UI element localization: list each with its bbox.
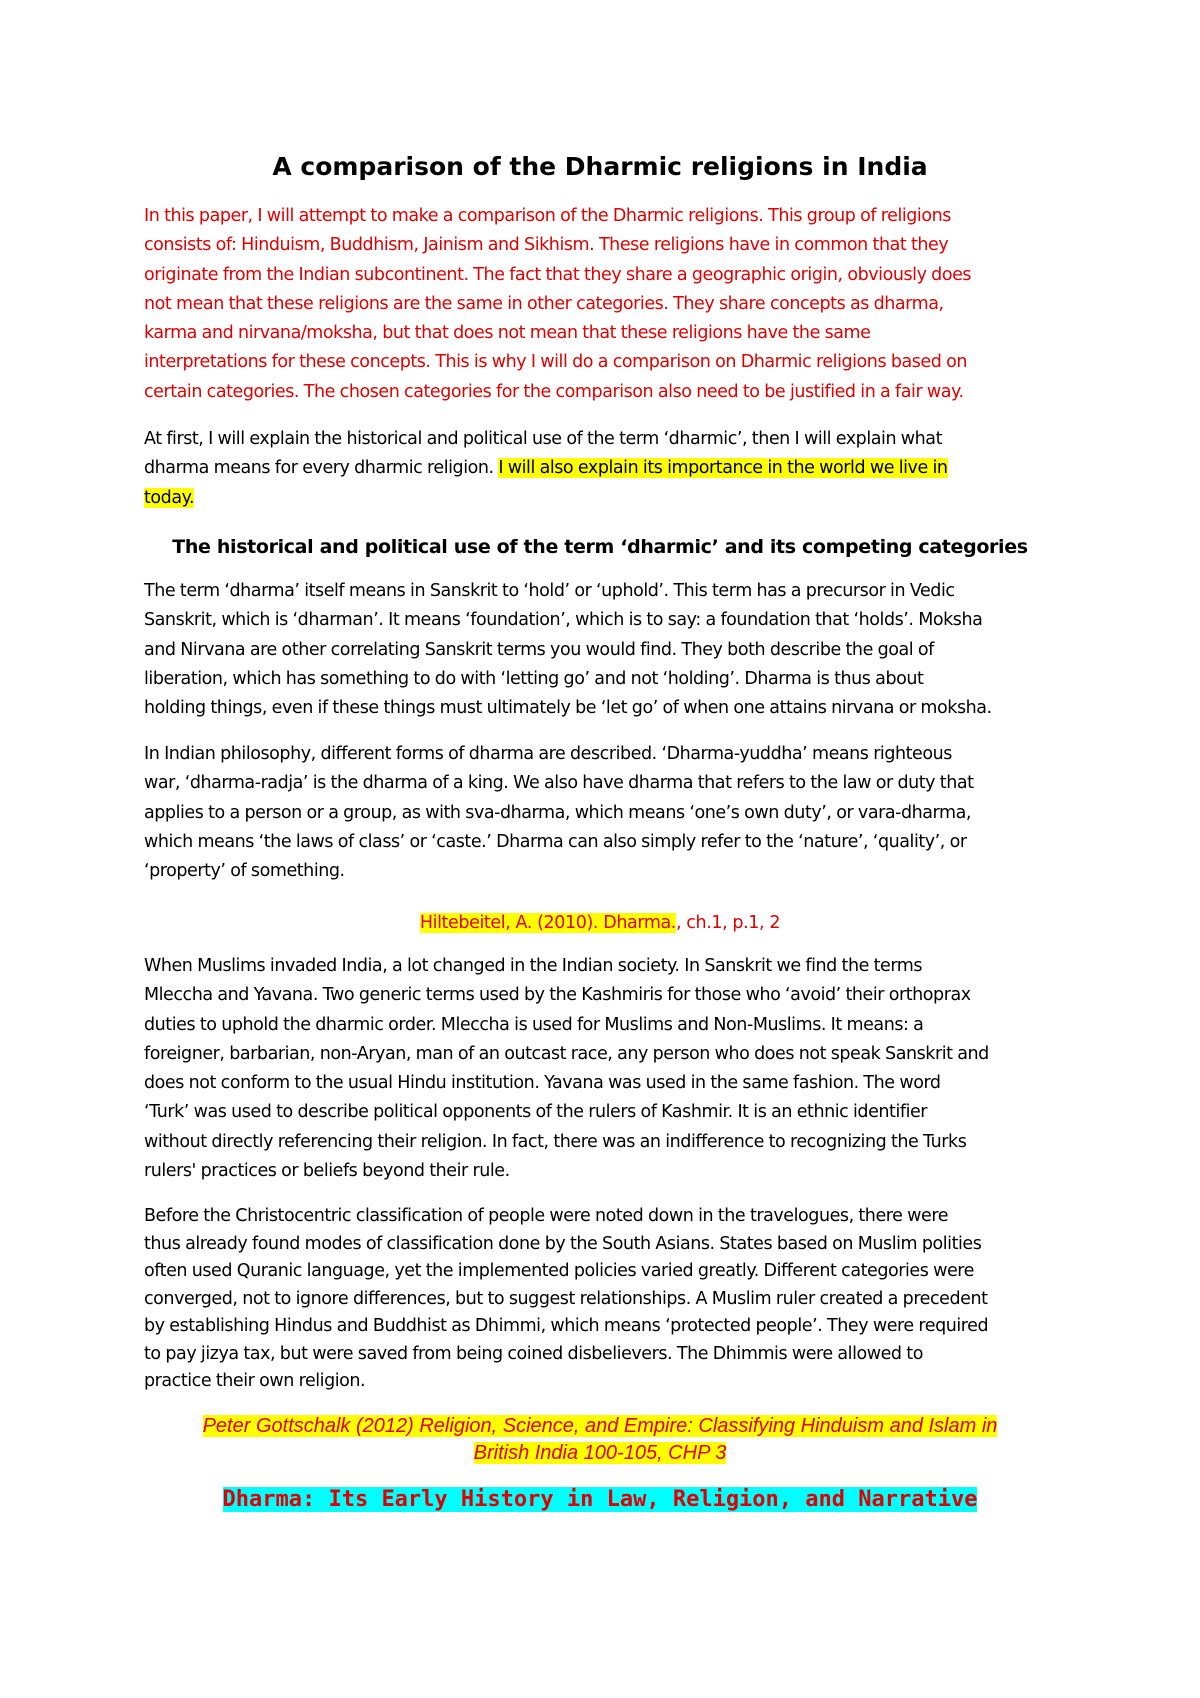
citation-rest: , ch.1, p.1, 2 bbox=[675, 913, 781, 933]
body-line: ‘Turk’ was used to describe political opponents of the rulers of Kashmir. It is an ethnic identifier bbox=[144, 1102, 928, 1123]
body-line: holding things, even if these things must ultimately be ‘let go’ of when one attains nirvana or moksha. bbox=[144, 698, 992, 719]
intro-line: In this paper, I will attempt to make a comparison of the Dharmic religions. This group of religions bbox=[144, 206, 951, 226]
document-title: A comparison of the Dharmic religions in India bbox=[272, 152, 928, 181]
intro-line: karma and nirvana/moksha, but that does not mean that these religions have the same bbox=[144, 323, 871, 344]
body-line: and Nirvana are other correlating Sanskrit terms you would find. They both describe the goal of bbox=[144, 639, 934, 660]
body-line: thus already found modes of classification done by the South Asians. States based on Muslim polities bbox=[144, 1233, 982, 1254]
body-line: does not conform to the usual Hindu institution. Yavana was used in the same fashion. The word bbox=[144, 1073, 941, 1094]
body-line: to pay jizya tax, but were saved from being coined disbelievers. The Dhimmis were allowed to bbox=[144, 1343, 923, 1364]
intro-line: consists of: Hinduism, Buddhism, Jainism and Sikhism. These religions have in common that they bbox=[144, 235, 949, 256]
plan-line: dharma means for every dharmic religion. bbox=[144, 458, 499, 479]
body-line: ‘property’ of something. bbox=[144, 861, 345, 882]
body-line: Sanskrit, which is ‘dharman’. It means ‘foundation’, which is to say: a foundation that ‘holds’. Moksha bbox=[144, 610, 983, 631]
body-line: which means ‘the laws of class’ or ‘caste.’ Dharma can also simply refer to the ‘nature’, ‘quality’, or bbox=[144, 831, 967, 852]
body-line: Before the Christocentric classification of people were noted down in the travelogues, there were bbox=[144, 1206, 949, 1226]
body-line: The term ‘dharma’ itself means in Sanskrit to ‘hold’ or ‘uphold’. This term has a precursor in Vedic bbox=[144, 581, 955, 601]
body-line: without directly referencing their religion. In fact, there was an indifference to recognizing the Turks bbox=[144, 1131, 967, 1152]
body-line: converged, not to ignore differences, but to suggest relationships. A Muslim ruler created a precedent bbox=[144, 1288, 988, 1309]
body-line: often used Quranic language, yet the implemented policies varied greatly. Different categories were bbox=[144, 1261, 974, 1281]
body-line: liberation, which has something to do with ‘letting go’ and not ‘holding’. Dharma is thus about bbox=[144, 668, 924, 689]
citation-highlight: Hiltebeitel, A. (2010). Dharma. bbox=[419, 913, 676, 933]
body-paragraph bbox=[144, 1203, 1064, 1396]
body-line: foreigner, barbarian, non-Aryan, man of an outcast race, any person who does not speak Sanskrit and bbox=[144, 1043, 989, 1064]
intro-paragraph bbox=[144, 202, 1064, 407]
body-line: practice their own religion. bbox=[144, 1371, 366, 1391]
highlighted-text: today. bbox=[144, 487, 195, 508]
body-line: by establishing Hindus and Buddhist as Dhimmi, which means ‘protected people’. They were required bbox=[144, 1316, 989, 1336]
intro-line: originate from the Indian subcontinent. The fact that they share a geographic origin, obviously does bbox=[144, 264, 972, 285]
body-line: When Muslims invaded India, a lot changed in the Indian society. In Sanskrit we find the terms bbox=[144, 956, 923, 976]
citation-line: Peter Gottschalk (2012) Religion, Science, and Empire: Classifying Hinduism and Islam in bbox=[202, 1415, 998, 1437]
section-heading: The historical and political use of the term ‘dharmic’ and its competing categories bbox=[172, 536, 1028, 558]
intro-line: certain categories. The chosen categories for the comparison also need to be justified in a fair way. bbox=[144, 381, 964, 402]
citation-highlight: Dharma: Its Early History in Law, Religion, and Narrative bbox=[222, 1487, 978, 1512]
highlighted-text: I will also explain its importance in the world we live in bbox=[498, 458, 948, 479]
citation-hiltebeitel bbox=[0, 908, 1200, 938]
plan-line: At first, I will explain the historical and political use of the term ‘dharmic’, then I will explain what bbox=[144, 429, 942, 449]
body-line: rulers' practices or beliefs beyond their rule. bbox=[144, 1161, 510, 1182]
body-paragraph bbox=[144, 952, 1064, 1186]
plan-paragraph bbox=[144, 425, 1064, 513]
intro-line: interpretations for these concepts. This is why I will do a comparison on Dharmic religions based on bbox=[144, 352, 968, 373]
intro-line: not mean that these religions are the same in other categories. They share concepts as dharma, bbox=[144, 293, 944, 314]
body-line: In Indian philosophy, different forms of dharma are described. ‘Dharma-yuddha’ means righteous bbox=[144, 744, 952, 764]
body-line: war, ‘dharma-radja’ is the dharma of a king. We also have dharma that refers to the law or duty that bbox=[144, 773, 974, 794]
body-line: duties to uphold the dharmic order. Mleccha is used for Muslims and Non-Muslims. It means: a bbox=[144, 1014, 924, 1035]
citation-line: British India 100-105, CHP 3 bbox=[473, 1442, 727, 1464]
body-paragraph bbox=[144, 577, 1064, 723]
body-line: Mleccha and Yavana. Two generic terms used by the Kashmiris for those who ‘avoid’ their orthoprax bbox=[144, 985, 971, 1006]
citation-dharma-book bbox=[0, 1484, 1200, 1516]
body-line: applies to a person or a group, as with sva-dharma, which means ‘one’s own duty’, or vara-dharma, bbox=[144, 802, 971, 823]
body-paragraph bbox=[144, 740, 1064, 886]
citation-gottschalk bbox=[0, 1413, 1200, 1467]
